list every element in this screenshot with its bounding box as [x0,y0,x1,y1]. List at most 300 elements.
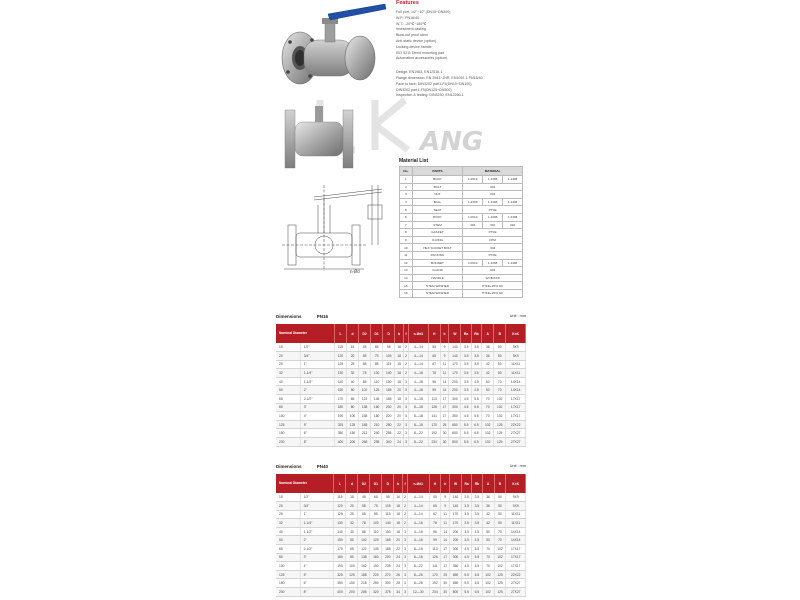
table-cell: 4—18 [409,369,429,378]
table-cell: 4—14 [408,510,429,519]
table-cell: 17 [441,545,450,554]
table-cell: 42 [482,360,494,369]
table-row [276,360,526,369]
material-cell: FPM [463,236,523,244]
table-cell: 15 [276,343,300,352]
table-cell: 32 [347,369,359,378]
table-cell: 113 [428,395,440,404]
table-cell: 28 [394,579,403,588]
table-cell: 100 [346,562,358,571]
feature-item: Locking device handle [396,44,432,49]
valve-side-view-photo [283,102,363,172]
unit-label: Unit : mm [509,464,526,468]
header-cell: W [450,474,462,493]
feature-item: Blow-out proof stem [396,33,428,38]
table-cell: 125 [347,420,359,429]
table-cell: 50 [482,386,494,395]
table-row [276,570,526,579]
table-cell: 2" [300,386,334,395]
table-cell: 3.5 [462,502,472,511]
standard-item: Face to face: DIN3202 part1-F4(DN15~DN100), [396,81,473,86]
material-list-table [399,166,523,298]
table-row [276,493,526,502]
table-cell: 70 [482,395,494,404]
table-cell: 78 [358,519,370,528]
material-cell: 1.4408 [503,213,523,221]
table-cell: 5.5 [462,570,472,579]
table-cell: 2-1/2" [300,545,334,554]
table-cell: 96 [428,377,440,386]
valve-technical-drawing [278,175,390,275]
table-cell: 36 [482,352,494,361]
table-cell: 1" [300,360,334,369]
table-cell: 88 [358,527,370,536]
table-cell: 158 [359,412,371,421]
features-list [396,10,546,62]
material-cell: 1.4408 [503,176,523,184]
table-cell: 5.5 [472,562,482,571]
table-cell: 3.5 [462,510,472,519]
table-cell: 4—18 [408,527,429,536]
table-cell: 140 [449,343,461,352]
table-cell: 22X22 [506,570,526,579]
table-cell: 4.5 [461,412,471,421]
table-cell: 80 [276,553,300,562]
material-row [400,198,523,206]
table-cell: 25 [346,510,358,519]
table-cell: 102 [482,588,494,597]
table-cell: 4—14 [409,360,429,369]
table-header-row [276,324,526,343]
table-cell: 3 [403,412,408,421]
table-cell: 140 [334,527,346,536]
material-cell: 1 [400,176,413,184]
table-cell: 55 [429,493,441,502]
table-cell: 375 [382,588,394,597]
table-row [276,579,526,588]
material-cell: PTFE [463,251,523,259]
table-cell: 2 [403,343,408,352]
table-cell: 5.5 [461,438,471,447]
table-cell: 14X14 [506,386,526,395]
table-row [276,588,526,597]
table-cell: 12—30 [408,588,429,597]
table-cell: 2-1/2" [300,395,334,404]
table-cell: 3.5 [471,360,481,369]
table-cell: 150 [347,429,359,438]
table-row [276,369,526,378]
material-cell: 4 [400,198,413,206]
table-cell: 4.5 [462,545,472,554]
table-cell: 102 [494,545,506,554]
table-cell: 96 [429,527,441,536]
table-cell: 138 [359,403,371,412]
table-cell: 218 [358,579,370,588]
table-cell: 160 [371,403,383,412]
table-cell: 122 [359,395,371,404]
table-cell: 3 [403,386,408,395]
table-cell: 24 [394,562,403,571]
table-cell: 45 [359,343,371,352]
table-cell: 22 [394,545,403,554]
table-cell: 50 [494,369,506,378]
table-cell: 125 [494,429,506,438]
table-cell: 17X17 [506,403,526,412]
table-cell: 30 [441,579,450,588]
table-cell: 4.5 [462,562,472,571]
table-cell: 5.5 [471,412,481,421]
col-no: No. [400,167,413,176]
table-cell: 150 [334,536,346,545]
header-nominal-diameter: Nominal Diameter [276,324,334,343]
table-cell: 140 [450,493,462,502]
table-cell: 200 [347,438,359,447]
table-cell: 50 [494,519,506,528]
material-row [400,213,523,221]
table-cell: 18 [394,502,403,511]
table-cell: 170 [449,369,461,378]
material-cell: STEM WASHER [412,282,462,290]
material-row [400,259,523,267]
table-cell: 100 [276,412,300,421]
table-cell: 115 [383,360,395,369]
table-cell: 125 [276,570,300,579]
table-row [276,395,526,404]
table-cell: 3 [403,395,408,404]
table-cell: 102 [494,412,506,421]
table-cell: 200 [449,377,461,386]
table-cell: 300 [449,395,461,404]
material-cell: 304 [463,191,523,199]
table-cell: 6" [300,429,334,438]
material-cell: 12 [400,259,413,267]
header-cell: K×K [506,474,526,493]
table-cell: 4—18 [409,377,429,386]
table-cell: 180 [334,403,346,412]
table-cell: 27X27 [506,429,526,438]
table-cell: 11X11 [506,510,526,519]
table-cell: 20 [394,536,403,545]
table-row [276,386,526,395]
table-cell: 170 [429,570,441,579]
table-cell: 268 [359,438,371,447]
header-cell: W [449,324,461,343]
table-cell: 11 [440,360,449,369]
table-cell: 4—18 [409,386,429,395]
table-cell: 100 [371,369,383,378]
table-cell: 3.5 [472,493,482,502]
header-cell: Rb [472,474,482,493]
table-cell: 200 [276,588,300,597]
table-row [276,562,526,571]
table-cell: 125 [494,420,506,429]
table-cell: 18 [394,510,403,519]
table-cell: 50 [482,536,494,545]
table-cell: 70 [494,386,506,395]
table-cell: 67 [429,510,441,519]
table-cell: 85 [371,360,383,369]
table-cell: 3.5 [472,519,482,528]
table-cell: 115 [334,493,346,502]
table-cell: 102 [482,438,494,447]
table-cell: 16 [395,343,404,352]
table-cell: 3.5 [472,510,482,519]
header-cell: h [440,324,449,343]
table-cell: 234 [428,438,440,447]
feature-item: Full port, 1/2"~10" (DN15~DN300) [396,10,451,14]
material-row [400,176,523,184]
table-cell: 3.5 [471,343,481,352]
table-cell: 270 [382,570,394,579]
table-cell: 165 [383,386,395,395]
table-cell: 4.5 [471,386,481,395]
table-cell: 120 [334,352,346,361]
material-row [400,244,523,252]
feature-item: Investment casting [396,27,426,32]
table-cell: 3 [402,553,407,562]
table-cell: 102 [494,553,506,562]
table-cell: 1" [300,510,334,519]
table-cell: 58 [358,502,370,511]
material-row [400,206,523,214]
table-cell: 22 [395,420,404,429]
table-cell: 180 [371,412,383,421]
table-body [276,493,526,596]
table-cell: 4.5 [471,377,481,386]
material-cell: 1.4408 [503,198,523,206]
material-cell: 2 [400,183,413,191]
table-cell: 125 [494,588,506,597]
header-cell: D1 [370,474,382,493]
material-row [400,251,523,259]
table-cell: 285 [358,588,370,597]
table-cell: 75 [371,352,383,361]
table-cell: 40 [346,527,358,536]
table-cell: 240 [371,429,383,438]
table-cell: 150 [276,579,300,588]
table-cell: 9X9 [506,493,526,502]
table-cell: 3.5 [472,502,482,511]
table-cell: 150 [346,579,358,588]
material-cell: HANDLE [412,274,462,282]
table-cell: 8—22 [409,429,429,438]
table-cell: 8—18 [409,403,429,412]
table-cell: 32 [276,369,300,378]
table-cell: 170 [450,510,462,519]
svg-text:ANG: ANG [420,127,484,157]
table-row [276,510,526,519]
ball-valve-photo [270,0,390,92]
table-cell: 102 [482,579,494,588]
table-cell: 400 [334,588,346,597]
table-cell: 2 [402,510,407,519]
material-cell: 1.4308 [463,198,483,206]
table-cell: 200 [450,527,462,536]
table-cell: 70 [494,527,506,536]
table-cell: 78 [429,519,441,528]
material-cell: 1.4308 [483,176,503,184]
table-cell: 2 [402,502,407,511]
table-cell: 170 [450,519,462,528]
header-cell: d [346,474,358,493]
table-row [276,377,526,386]
table-cell: 22 [395,429,404,438]
table-cell: 50 [482,527,494,536]
table-cell: 99 [429,536,441,545]
table-cell: 18 [394,527,403,536]
table-cell: 45 [358,493,370,502]
table-cell: 27X27 [506,579,526,588]
table-cell: 3.5 [462,536,472,545]
table-cell: 650 [449,429,461,438]
material-cell: 15 [400,282,413,290]
table-cell: 3.5 [461,386,471,395]
table-cell: 36 [482,502,494,511]
table-cell: 125 [346,570,358,579]
table-row [276,438,526,447]
table-cell: 32 [276,519,300,528]
table-cell: 70 [482,412,494,421]
table-cell: 14X14 [506,527,526,536]
table-cell: 20 [347,352,359,361]
table-cell: 70 [494,377,506,386]
table-cell: 141 [429,562,441,571]
table-cell: 130 [334,369,346,378]
table-cell: 340 [383,438,395,447]
material-row [400,229,523,237]
header-cell: A [482,474,494,493]
table-cell: 145 [370,545,382,554]
material-cell: HEX SOCKET BOLT [412,244,462,252]
table-cell: 125 [494,438,506,447]
table-cell: 400 [334,438,346,447]
table-cell: 9 [441,502,450,511]
table-cell: 70 [482,403,494,412]
table-cell: 3/4" [300,352,334,361]
table-cell: 122 [358,545,370,554]
header-cell: D [383,324,395,343]
table-cell: 9X9 [506,502,526,511]
material-row [400,183,523,191]
table-cell: 220 [370,570,382,579]
standard-item: DIN3202 part1-F5(DN125~DN300) [396,87,452,92]
table-cell: 8—22 [408,562,429,571]
table-cell: 17 [440,412,449,421]
table-cell: 190 [334,562,346,571]
material-cell: WCB/CF8 [463,274,523,282]
material-cell: GLAND [412,267,462,275]
table-cell: 3 [403,377,408,386]
material-cell: 1.4308 [483,213,503,221]
material-row [400,267,523,275]
material-row [400,236,523,244]
table-cell: 25 [440,420,449,429]
table-cell: 18 [395,369,404,378]
table-cell: 190 [334,412,346,421]
table-cell: 285 [383,429,395,438]
table-cell: 3" [300,403,334,412]
table-cell: 3 [403,420,408,429]
table-cell: 70 [494,536,506,545]
table-cell: 102 [359,386,371,395]
table-cell: 125 [334,510,346,519]
table-cell: 115 [334,343,346,352]
material-cell: PTFE+25% GF [463,282,523,290]
table-cell: 105 [383,352,395,361]
table-cell: 350 [449,412,461,421]
material-cell: 1.4408 [503,259,523,267]
header-cell: B [494,474,506,493]
dimensions-pn16-table [276,324,526,447]
table-cell: 3 [402,536,407,545]
table-cell: 50 [494,510,506,519]
table-cell: 325 [334,420,346,429]
table-cell: 95 [382,493,394,502]
table-header-row [276,474,526,493]
table-cell: 65 [276,545,300,554]
table-cell: 150 [334,386,346,395]
table-cell: 8—18 [408,553,429,562]
table-cell: 5.5 [461,420,471,429]
material-list-title: Material List [399,158,429,164]
table-cell: 4—18 [408,536,429,545]
table-cell: 350 [334,579,346,588]
header-cell: n-Ød1 [409,324,429,343]
table-cell: 4.5 [461,395,471,404]
material-cell: BALL [412,198,462,206]
table-cell: 25 [276,510,300,519]
table-cell: 6.5 [471,438,481,447]
table-cell: 14 [440,377,449,386]
table-cell: 9 [440,352,449,361]
dimensions-title: Dimensions [276,464,302,469]
table-cell: 6" [300,579,334,588]
table-cell: 14 [440,386,449,395]
table-row [276,545,526,554]
table-cell: 18 [395,352,404,361]
table-cell: 78 [428,369,440,378]
table-cell: 75 [370,502,382,511]
table-cell: 50 [347,386,359,395]
table-cell: 102 [494,403,506,412]
table-cell: 300 [450,553,462,562]
table-cell: 4.5 [472,536,482,545]
table-cell: 350 [450,562,462,571]
table-cell: 3" [300,553,334,562]
table-row [276,412,526,421]
table-cell: 120 [334,502,346,511]
table-cell: 25 [441,570,450,579]
table-cell: 5" [300,420,334,429]
table-cell: 188 [358,570,370,579]
table-cell: 14 [441,527,450,536]
table-cell: 20 [276,502,300,511]
material-cell: PTFE+25% GF [463,289,523,297]
table-cell: 190 [370,562,382,571]
table-cell: 20 [395,386,404,395]
dimensions-pn40-header [276,464,526,469]
table-cell: 295 [371,438,383,447]
table-cell: 3 [402,527,407,536]
table-cell: 14 [441,536,450,545]
table-cell: 200 [449,386,461,395]
table-cell: 5" [300,570,334,579]
table-cell: 50 [494,502,506,511]
table-cell: 800 [449,438,461,447]
standard-item: Flange dimension: EN 2543~JNR, EN1092-1 PN16/40 [396,75,483,80]
table-cell: 185 [383,395,395,404]
material-cell: 7 [400,221,413,229]
